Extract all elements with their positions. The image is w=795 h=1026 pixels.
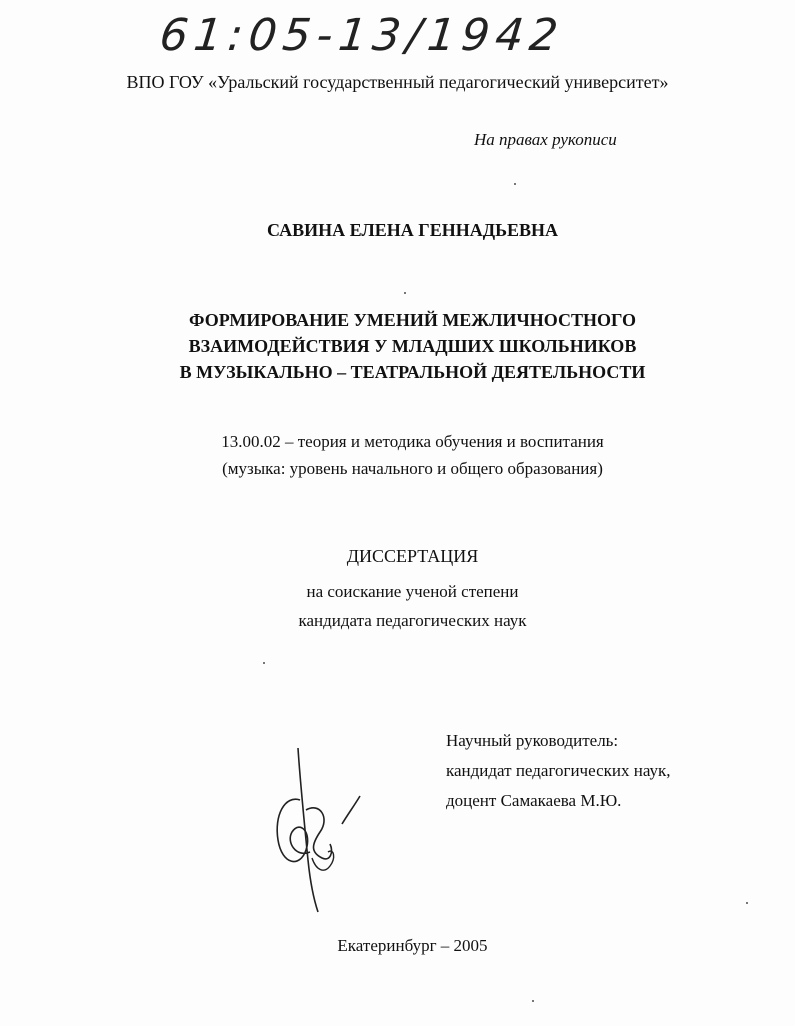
document-type: ДИССЕРТАЦИЯ xyxy=(346,546,479,566)
signature-icon xyxy=(260,740,380,920)
degree-line: кандидата педагогических наук xyxy=(298,611,527,630)
supervisor-name: доцент Самакаева М.Ю. xyxy=(446,791,622,810)
scan-speck xyxy=(404,292,406,294)
supervisor-heading: Научный руководитель: xyxy=(446,731,619,750)
degree-line: на соискание ученой степени xyxy=(306,582,519,601)
handwritten-archive-number: 61:05-13/1942 xyxy=(157,10,567,61)
title-line: ФОРМИРОВАНИЕ УМЕНИЙ МЕЖЛИЧНОСТНОГО xyxy=(189,310,636,330)
scan-speck xyxy=(263,662,265,664)
specialty-block xyxy=(0,428,795,482)
specialty-code-line: 13.00.02 – теория и методика обучения и воспитания xyxy=(221,432,604,451)
degree-block xyxy=(0,577,795,635)
city-year: Екатеринбург – 2005 xyxy=(337,936,488,955)
supervisor-degree: кандидат педагогических наук, xyxy=(446,761,671,780)
scan-speck xyxy=(514,183,516,185)
scan-speck xyxy=(532,1000,534,1002)
title-line: В МУЗЫКАЛЬНО – ТЕАТРАЛЬНОЙ ДЕЯТЕЛЬНОСТИ xyxy=(179,362,646,382)
author-name: САВИНА ЕЛЕНА ГЕННАДЬЕВНА xyxy=(266,220,559,240)
scan-speck xyxy=(746,902,748,904)
title-line: ВЗАИМОДЕЙСТВИЯ У МЛАДШИХ ШКОЛЬНИКОВ xyxy=(188,336,637,356)
manuscript-note: На правах рукописи xyxy=(474,130,617,149)
supervisor-block xyxy=(446,726,671,816)
specialty-detail-line: (музыка: уровень начального и общего образования) xyxy=(222,459,603,478)
dissertation-title xyxy=(0,307,795,385)
organization-name: ВПО ГОУ «Уральский государственный педагогический университет» xyxy=(126,72,669,92)
